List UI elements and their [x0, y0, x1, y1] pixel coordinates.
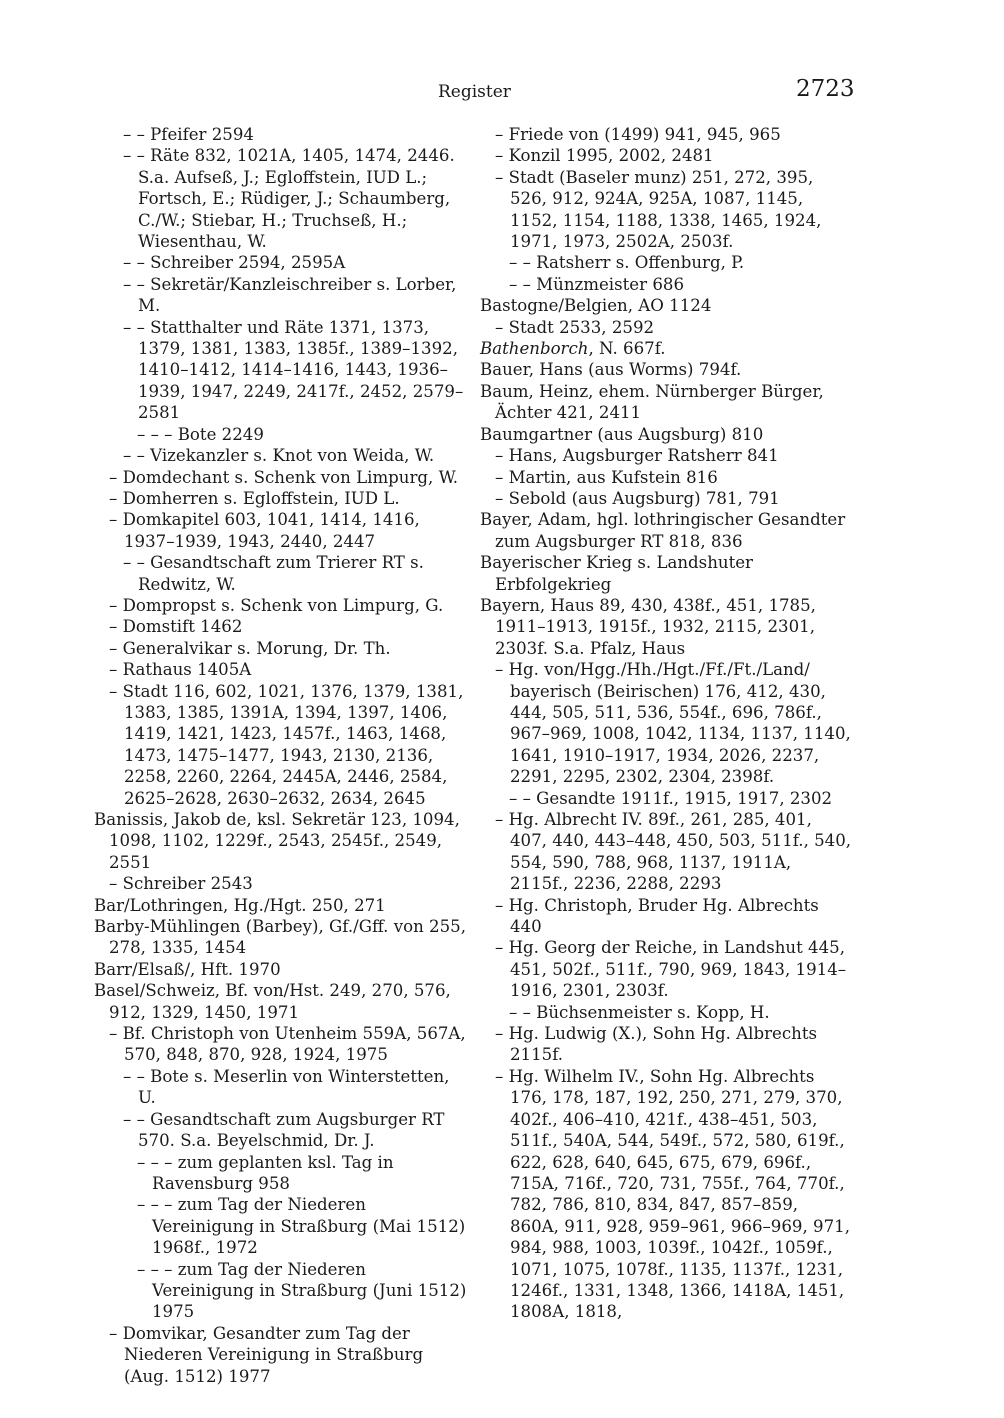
index-entry: – – Gesandte 1911f., 1915, 1917, 2302 — [509, 788, 833, 808]
index-entry: Basel/Schweiz, Bf. von/Hst. 249, 270, 576, 912, 1329, 1450, 1971 — [94, 981, 451, 1022]
index-entry: – – – zum Tag der Niederen Vereinigung in Straßburg (Mai 1512) 1968f., 1972 — [137, 1195, 466, 1258]
index-entry: Bastogne/Belgien, AO 1124 — [480, 296, 712, 316]
index-entry: – – Büchsenmeister s. Kopp, H. — [509, 1002, 770, 1022]
index-entry: – Hg. Ludwig (X.), Sohn Hg. Albrechts 2115f. — [495, 1024, 818, 1065]
right-column — [480, 124, 852, 1323]
index-entry: – Hg. Wilhelm IV., Sohn Hg. Albrechts 176, 178, 187, 192, 250, 271, 279, 370, 402f., 406–410, 421f., 438–451, 503, 511f., 540A, 544, 549f., 572, 580, 619f., 622, 628, 640, 645, 675, 679, 696f., 715A, 716f., 720, 731, 755f., 764, 770f., 782, 786, 810, 834, 847, 857–859, 860A, 911, 928, 959–961, 966–969, 971, 984, 988, 1003, 1039f., 1042f., 1059f., 1071, 1075, 1078f., 1135, 1137f., 1231, 1246f., 1331, 1348, 1366, 1418A, 1451, 1808A, 1818, — [495, 1066, 850, 1322]
index-entry: – Domherren s. Egloffstein, IUD L. — [109, 488, 400, 508]
index-entry: Bayer, Adam, hgl. lothringischer Gesandter zum Augsburger RT 818, 836 — [480, 510, 846, 551]
index-entry: – Domstift 1462 — [109, 617, 243, 637]
index-entry: Baumgartner (aus Augsburg) 810 — [480, 424, 764, 444]
index-entry: – – Pfeifer 2594 — [123, 125, 254, 144]
index-entry: Bayern, Haus 89, 430, 438f., 451, 1785, 1911–1913, 1915f., 1932, 2115, 2301, 2303f. S.a. Pfalz, Haus — [480, 595, 816, 658]
left-column — [94, 124, 470, 1387]
index-entry: – Generalvikar s. Morung, Dr. Th. — [109, 638, 391, 658]
index-entry: – Dompropst s. Schenk von Limpurg, G. — [109, 595, 444, 615]
page-number: 2723 — [796, 76, 855, 102]
index-entry: – Stadt (Baseler munz) 251, 272, 395, 526, 912, 924A, 925A, 1087, 1145, 1152, 1154, 1188, 1338, 1465, 1924, 1971, 1973, 2502A, 2503f. — [495, 167, 822, 252]
index-entry: Bathenborch, N. 667f. — [480, 339, 666, 359]
index-entry: – Domkapitel 603, 1041, 1414, 1416, 1937–1939, 1943, 2440, 2447 — [109, 510, 420, 551]
index-entry: Bar/Lothringen, Hg./Hgt. 250, 271 — [94, 895, 386, 915]
index-entry: – Hg. von/Hgg./Hh./Hgt./Ff./Ft./Land/ bayerisch (Beirischen) 176, 412, 430, 444, 505, 511, 536, 554f., 696, 786f., 967–969, 1008, 1042, 1134, 1137, 1140, 1641, 1910–1917, 1934, 2026, 2237, 2291, 2295, 2302, 2304, 2398f. — [495, 660, 851, 787]
index-entry: Banissis, Jakob de, ksl. Sekretär 123, 1094, 1098, 1102, 1229f., 2543, 2545f., 2549, 2551 — [94, 810, 460, 872]
index-entry: – Konzil 1995, 2002, 2481 — [495, 146, 714, 166]
index-entry: – – Schreiber 2594, 2595A — [123, 253, 346, 273]
index-entry: – Friede von (1499) 941, 945, 965 — [495, 125, 781, 144]
index-entry: – Domdechant s. Schenk von Limpurg, W. — [109, 467, 459, 487]
index-entry: – Domvikar, Gesandter zum Tag der Niederen Vereinigung in Straßburg (Aug. 1512) 1977 — [109, 1323, 424, 1386]
index-entry: – Bf. Christoph von Utenheim 559A, 567A, 570, 848, 870, 928, 1924, 1975 — [109, 1024, 466, 1065]
index-entry: – Rathaus 1405A — [109, 660, 252, 680]
index-entry: – – – Bote 2249 — [137, 424, 264, 444]
index-entry: – Hg. Georg der Reiche, in Landshut 445, 451, 502f., 511f., 790, 969, 1843, 1914–1916, 2301, 2303f. — [495, 938, 847, 1001]
index-entry: Barby-Mühlingen (Barbey), Gf./Gff. von 255, 278, 1335, 1454 — [94, 917, 466, 958]
index-entry: – Schreiber 2543 — [109, 874, 253, 894]
index-entry: – – Gesandtschaft zum Trierer RT s. Redwitz, W. — [123, 553, 424, 594]
index-entry: – Stadt 2533, 2592 — [495, 317, 655, 337]
page-header — [0, 76, 1004, 108]
index-entry: Baum, Heinz, ehem. Nürnberger Bürger, Ächter 421, 2411 — [480, 381, 824, 423]
index-entry: – – Münzmeister 686 — [509, 274, 684, 294]
index-entry: Barr/Elsaß/, Hft. 1970 — [94, 959, 281, 979]
index-entry: Bayerischer Krieg s. Landshuter Erbfolgekrieg — [480, 553, 753, 594]
index-entry: – – Sekretär/Kanzleischreiber s. Lorber, M. — [123, 274, 457, 316]
index-entry: – Stadt 116, 602, 1021, 1376, 1379, 1381, 1383, 1385, 1391A, 1394, 1397, 1406, 1419, 1421, 1423, 1457f., 1463, 1468, 1473, 1475–1477, 1943, 2130, 2136, 2258, 2260, 2264, 2445A, 2446, 2584, 2625–2628, 2630–2632, 2634, 2645 — [109, 681, 464, 808]
index-entry: – – Räte 832, 1021A, 1405, 1474, 2446. S.a. Aufseß, J.; Egloffstein, IUD L.; Fortsch, E.; Rüdiger, J.; Schaumberg, C./W.; Stiebar, H.; Truchseß, H.; Wiesenthau, W. — [123, 146, 455, 252]
index-entry: Bauer, Hans (aus Worms) 794f. — [480, 360, 742, 380]
index-entry: – – Ratsherr s. Offenburg, P. — [509, 253, 745, 273]
index-entry: – – Vizekanzler s. Knot von Weida, W. — [123, 446, 435, 466]
index-entry: – Sebold (aus Augsburg) 781, 791 — [495, 488, 780, 508]
index-entry: – Hans, Augsburger Ratsherr 841 — [495, 446, 779, 466]
running-title: Register — [438, 82, 511, 102]
index-entry: – – Statthalter und Räte 1371, 1373, 1379, 1381, 1383, 1385f., 1389–1392, 1410–1412, 1414–1416, 1443, 1936–1939, 1947, 2249, 2417f., 2452, 2579–2581 — [123, 317, 464, 423]
index-entry: – – Bote s. Meserlin von Winterstetten, U. — [123, 1066, 450, 1108]
index-entry: – – Gesandtschaft zum Augsburger RT 570. S.a. Beyelschmid, Dr. J. — [123, 1109, 445, 1151]
index-entry: – – – zum Tag der Niederen Vereinigung in Straßburg (Juni 1512) 1975 — [137, 1259, 467, 1322]
index-entry: – – – zum geplanten ksl. Tag in Ravensburg 958 — [137, 1152, 394, 1193]
index-entry: – Hg. Albrecht IV. 89f., 261, 285, 401, 407, 440, 443–448, 450, 503, 511f., 540, 554, 590, 788, 968, 1137, 1911A, 2115f., 2236, 2288, 2293 — [495, 810, 852, 894]
index-entry: – Martin, aus Kufstein 816 — [495, 467, 718, 487]
index-entry: – Hg. Christoph, Bruder Hg. Albrechts 440 — [495, 895, 819, 937]
